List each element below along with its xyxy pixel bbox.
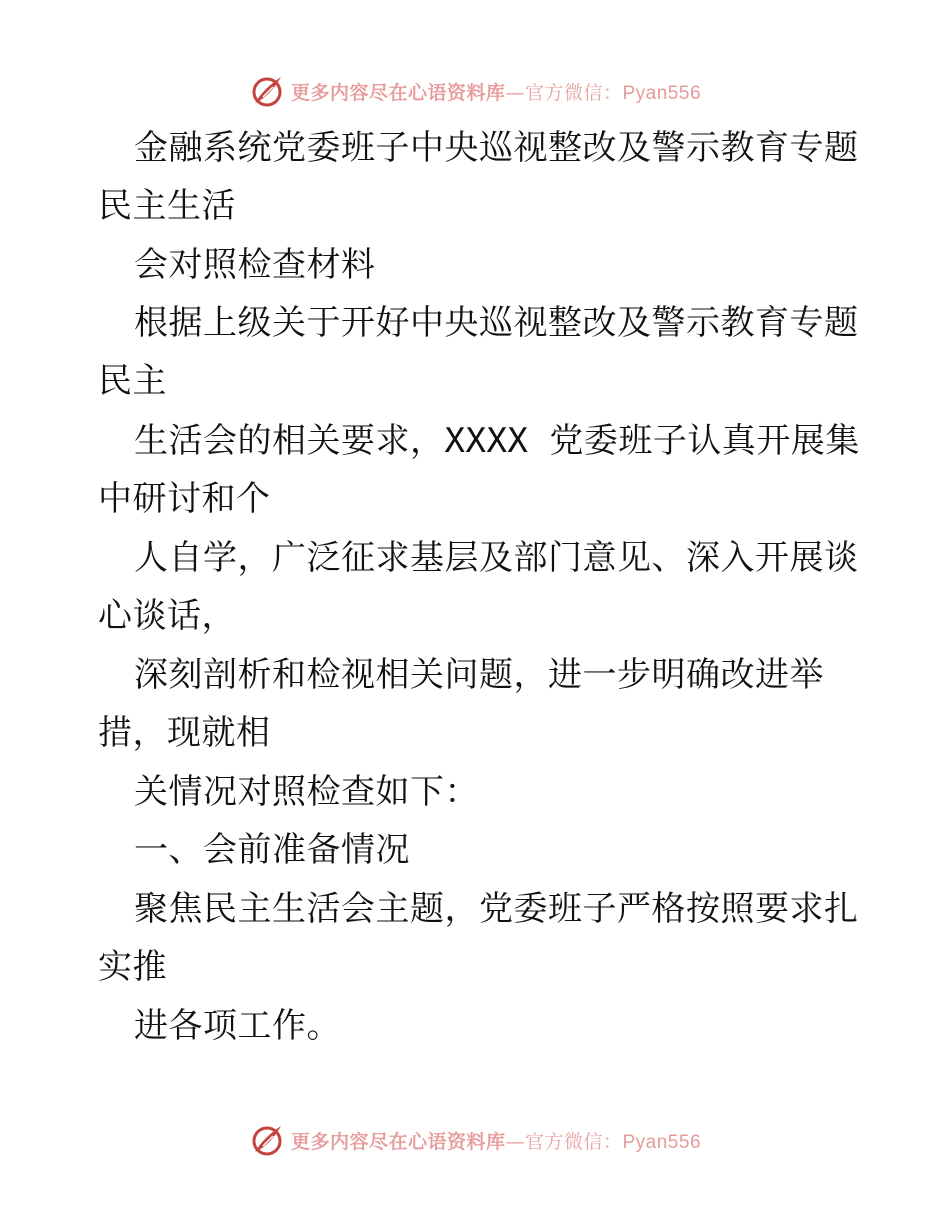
document-line: 生活会的相关要求，XXXX 党委班子认真开展集 bbox=[134, 421, 860, 461]
quill-logo-icon bbox=[249, 73, 285, 109]
watermark-wechat-id: Pyan556 bbox=[622, 82, 702, 104]
section-heading: 一、会前准备情况 bbox=[134, 830, 410, 870]
quill-logo-icon bbox=[249, 1122, 285, 1158]
document-line: 中研讨和个 bbox=[98, 479, 271, 519]
watermark-wechat-label: 官方微信： bbox=[524, 81, 623, 104]
watermark-text bbox=[291, 1127, 701, 1154]
watermark-main-text: 更多内容尽在心语资料库 bbox=[290, 1130, 506, 1153]
document-line: 关情况对照检查如下： bbox=[134, 772, 479, 812]
document-line: 金融系统党委班子中央巡视整改及警示教育专题 bbox=[134, 128, 859, 168]
watermark-main-text: 更多内容尽在心语资料库 bbox=[290, 81, 506, 104]
document-line: 心谈话， bbox=[98, 596, 236, 636]
document-line: 人自学，广泛征求基层及部门意见、深入开展谈 bbox=[134, 538, 859, 578]
watermark-dash: — bbox=[505, 81, 525, 104]
watermark-wechat-id: Pyan556 bbox=[622, 1131, 702, 1153]
document-line: 实推 bbox=[98, 947, 167, 987]
document-line: 措，现就相 bbox=[98, 713, 271, 753]
document-line: 会对照检查材料 bbox=[134, 245, 376, 285]
document-line: 聚焦民主生活会主题，党委班子严格按照要求扎 bbox=[134, 889, 859, 929]
document-line: 根据上级关于开好中央巡视整改及警示教育专题 bbox=[134, 303, 859, 343]
watermark-dash: — bbox=[505, 1130, 525, 1153]
header-watermark bbox=[0, 71, 950, 111]
footer-watermark bbox=[0, 1120, 950, 1160]
document-line: 深刻剖析和检视相关问题，进一步明确改进举 bbox=[134, 655, 824, 695]
watermark-wechat-label: 官方微信： bbox=[524, 1130, 623, 1153]
watermark-text bbox=[291, 78, 701, 105]
document-line: 民主 bbox=[98, 361, 167, 401]
document-line: 民主生活 bbox=[98, 186, 236, 226]
document-line: 进各项工作。 bbox=[134, 1006, 341, 1046]
